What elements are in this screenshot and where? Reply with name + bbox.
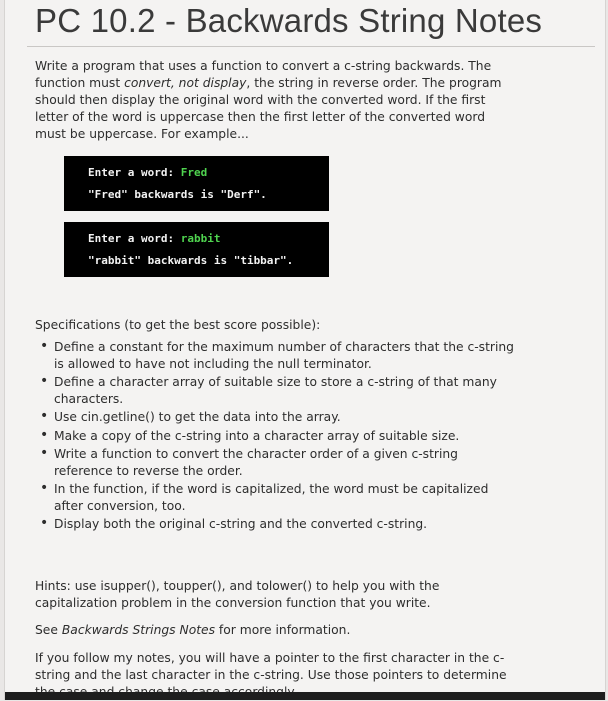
notes-reference: Backwards Strings Notes (61, 623, 216, 637)
bullet-icon: • (40, 426, 49, 443)
console-prompt-line (88, 162, 329, 184)
see-notes-paragraph (35, 622, 350, 639)
title-divider (27, 46, 595, 47)
list-item-text: Define a constant for the maximum number of characters that the c-string is allowed to have not including the null terminator. (54, 340, 514, 371)
bullet-icon: • (40, 408, 49, 425)
console-prompt: Enter a word: (88, 232, 181, 245)
list-item (35, 428, 515, 445)
console-prompt-line (88, 228, 329, 250)
list-item-text: Use cin.getline() to get the data into the array. (54, 410, 341, 425)
list-item (35, 481, 515, 515)
assignment-page (4, 0, 606, 700)
intro-emphasis: convert, not display (124, 76, 247, 90)
pointer-notes-paragraph: If you follow my notes, you will have a pointer to the first character in the c-string and the last character in the c-string. Use those pointers to determine (35, 651, 507, 682)
specifications-heading: Specifications (to get the best score possible): (35, 318, 321, 332)
list-item-text: Make a copy of the c-string into a character array of suitable size. (54, 428, 460, 443)
list-item (35, 516, 515, 533)
console-prompt: Enter a word: (88, 166, 181, 179)
page-title: PC 10.2 - Backwards String Notes (35, 2, 543, 39)
example-console-1 (64, 156, 329, 211)
console-output-line: "Fred" backwards is "Derf". (88, 188, 267, 201)
console-output-line: "rabbit" backwards is "tibbar". (88, 254, 294, 267)
bottom-edge-bar (5, 692, 605, 700)
example-console-2 (64, 222, 329, 277)
list-item-text: Display both the original c-string and the converted c-string. (54, 517, 428, 532)
console-input: rabbit (180, 232, 221, 245)
list-item-text: In the function, if the word is capitalized, the word must be capitalized after conversion, too. (54, 481, 489, 513)
see-text-post: for more information. (215, 623, 351, 637)
hints-paragraph: Hints: use isupper(), toupper(), and tolower() to help you with the capitalization problem in the conversion function that you write. (35, 579, 440, 610)
list-item (35, 374, 515, 408)
list-item (35, 409, 515, 426)
list-item (35, 339, 515, 373)
bullet-icon: • (40, 515, 49, 532)
intro-text-1: Write a program that uses a function to convert a c-string backwards. The function must (35, 59, 492, 90)
bullet-icon: • (40, 479, 49, 496)
list-item-text: Write a function to convert the character order of a given c-string reference to reverse the order. (54, 446, 458, 478)
bullet-icon: • (40, 444, 49, 461)
bullet-icon: • (40, 373, 49, 390)
list-item-text: Define a character array of suitable size to store a c-string of that many characters. (54, 375, 497, 407)
intro-text-2: , the string in reverse order. The program should then display the original word with the converted word. If the first letter of the word is uppercase then the first letter of the converted word must be uppercase. For example... (35, 76, 502, 141)
bullet-icon: • (40, 338, 49, 354)
intro-paragraph (35, 58, 505, 143)
console-input: Fred (180, 166, 208, 179)
see-text-pre: See (35, 623, 62, 637)
specifications-list (35, 339, 515, 534)
list-item (35, 446, 515, 480)
